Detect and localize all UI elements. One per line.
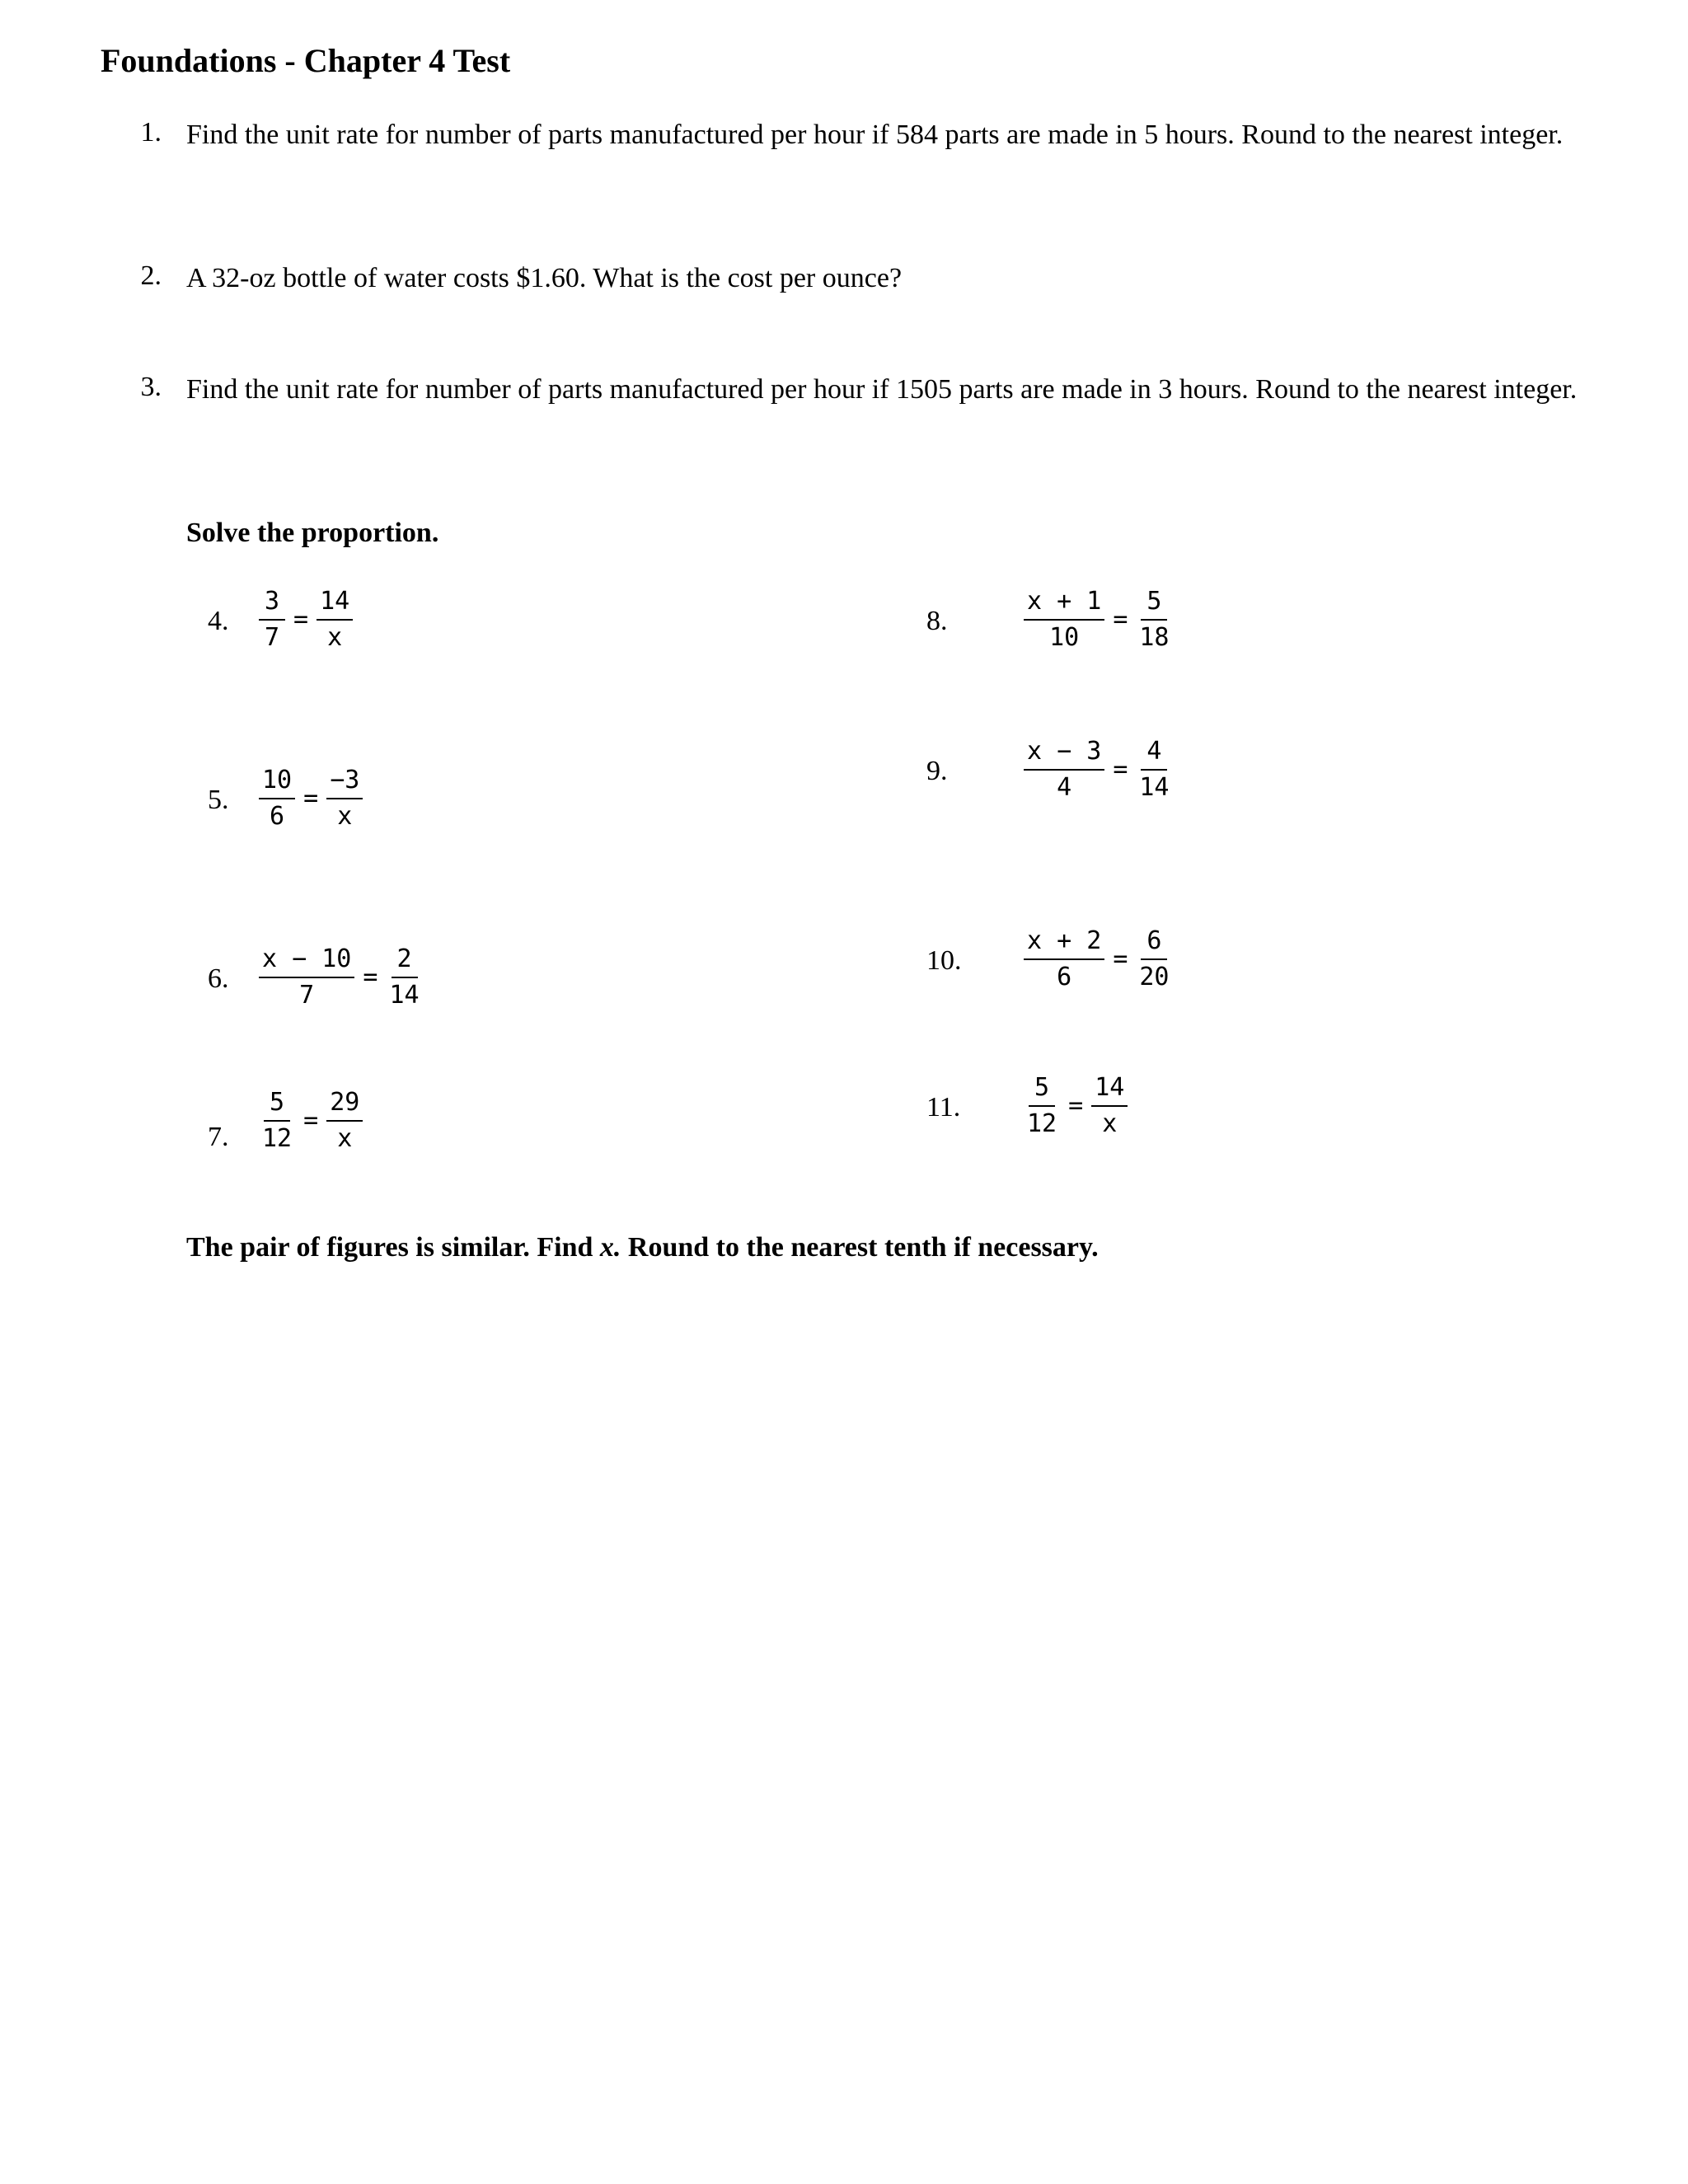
question-number: 1. (140, 117, 162, 148)
equals-sign: = (1113, 944, 1128, 973)
denominator: 7 (264, 623, 280, 652)
numerator: x − 3 (1024, 737, 1104, 771)
numerator: x + 1 (1024, 587, 1104, 621)
denominator: 12 (1027, 1109, 1057, 1138)
fraction (256, 944, 358, 1010)
fraction (1132, 737, 1175, 803)
equals-sign: = (1113, 755, 1128, 784)
denominator: x (327, 623, 343, 652)
equals-sign: = (363, 963, 378, 991)
problem-number: 8. (926, 606, 948, 636)
numerator: x + 2 (1024, 926, 1104, 960)
fraction (323, 1088, 366, 1154)
numerator: 3 (259, 587, 285, 621)
proportion-equation (256, 766, 366, 832)
denominator: 12 (262, 1124, 293, 1153)
problem-number: 9. (926, 756, 948, 786)
numerator: 5 (1141, 587, 1167, 621)
denominator: x (1102, 1109, 1118, 1138)
equals-sign: = (303, 784, 319, 813)
variable-x: x. (599, 1232, 621, 1263)
numerator: 5 (264, 1088, 290, 1122)
proportion-equation (1020, 737, 1176, 803)
fraction (382, 944, 425, 1010)
proportion-equation (256, 587, 356, 653)
numerator: 14 (316, 587, 353, 621)
numerator: 14 (1091, 1073, 1128, 1107)
numerator: 4 (1141, 737, 1167, 771)
denominator: 4 (1057, 773, 1072, 802)
fraction (1088, 1073, 1131, 1139)
proportion-equation (256, 944, 426, 1010)
question-number: 3. (140, 372, 162, 402)
section-heading-proportion: Solve the proportion. (186, 518, 439, 548)
question-text: A 32-oz bottle of water costs $1.60. What is the cost per ounce? (186, 263, 903, 293)
problem-number: 5. (208, 785, 229, 815)
denominator: 14 (389, 981, 420, 1010)
proportion-equation (1020, 587, 1176, 653)
fraction (313, 587, 356, 653)
proportion-equation (256, 1088, 366, 1154)
fraction (323, 766, 366, 832)
fraction (1020, 587, 1108, 653)
denominator: 7 (299, 981, 315, 1010)
question-number: 2. (140, 260, 162, 291)
numerator: −3 (326, 766, 363, 799)
instruction-part: The pair of figures is similar. Find (186, 1232, 600, 1263)
numerator: 29 (326, 1088, 363, 1122)
problem-number: 11. (926, 1092, 961, 1122)
fraction (256, 1088, 298, 1154)
equals-sign: = (293, 605, 309, 634)
numerator: 2 (392, 944, 418, 978)
proportion-equation (1020, 926, 1176, 992)
fraction (1020, 737, 1108, 803)
numerator: 10 (259, 766, 295, 799)
denominator: x (337, 802, 353, 831)
proportion-equation (1020, 1073, 1131, 1139)
equals-sign: = (1068, 1091, 1084, 1120)
denominator: 6 (1057, 963, 1072, 991)
fraction (1020, 1073, 1063, 1139)
numerator: 6 (1141, 926, 1167, 960)
problem-number: 10. (926, 945, 962, 976)
problem-number: 4. (208, 606, 229, 636)
denominator: 10 (1049, 623, 1080, 652)
page-title: Foundations - Chapter 4 Test (101, 42, 511, 79)
fraction (1020, 926, 1108, 992)
denominator: 20 (1139, 963, 1170, 991)
question-text: Find the unit rate for number of parts manufactured per hour if 584 parts are made in 5 hours. Round to the nearest integer. (186, 120, 1564, 150)
denominator: 18 (1139, 623, 1170, 652)
problem-number: 6. (208, 963, 229, 994)
denominator: 14 (1139, 773, 1170, 802)
fraction (256, 587, 288, 653)
equals-sign: = (303, 1106, 319, 1135)
problem-number: 7. (208, 1122, 229, 1152)
fraction (256, 766, 298, 832)
question-text: Find the unit rate for number of parts manufactured per hour if 1505 parts are made in 3 hours. Round to the nearest integer. (186, 374, 1578, 405)
denominator: x (337, 1124, 353, 1153)
denominator: 6 (270, 802, 285, 831)
instruction-part: Round to the nearest tenth if necessary. (621, 1232, 1099, 1263)
numerator: x − 10 (259, 944, 354, 978)
section-heading-similar (186, 1232, 1099, 1263)
equals-sign: = (1113, 605, 1128, 634)
fraction (1132, 926, 1175, 992)
numerator: 5 (1029, 1073, 1055, 1107)
fraction (1132, 587, 1175, 653)
